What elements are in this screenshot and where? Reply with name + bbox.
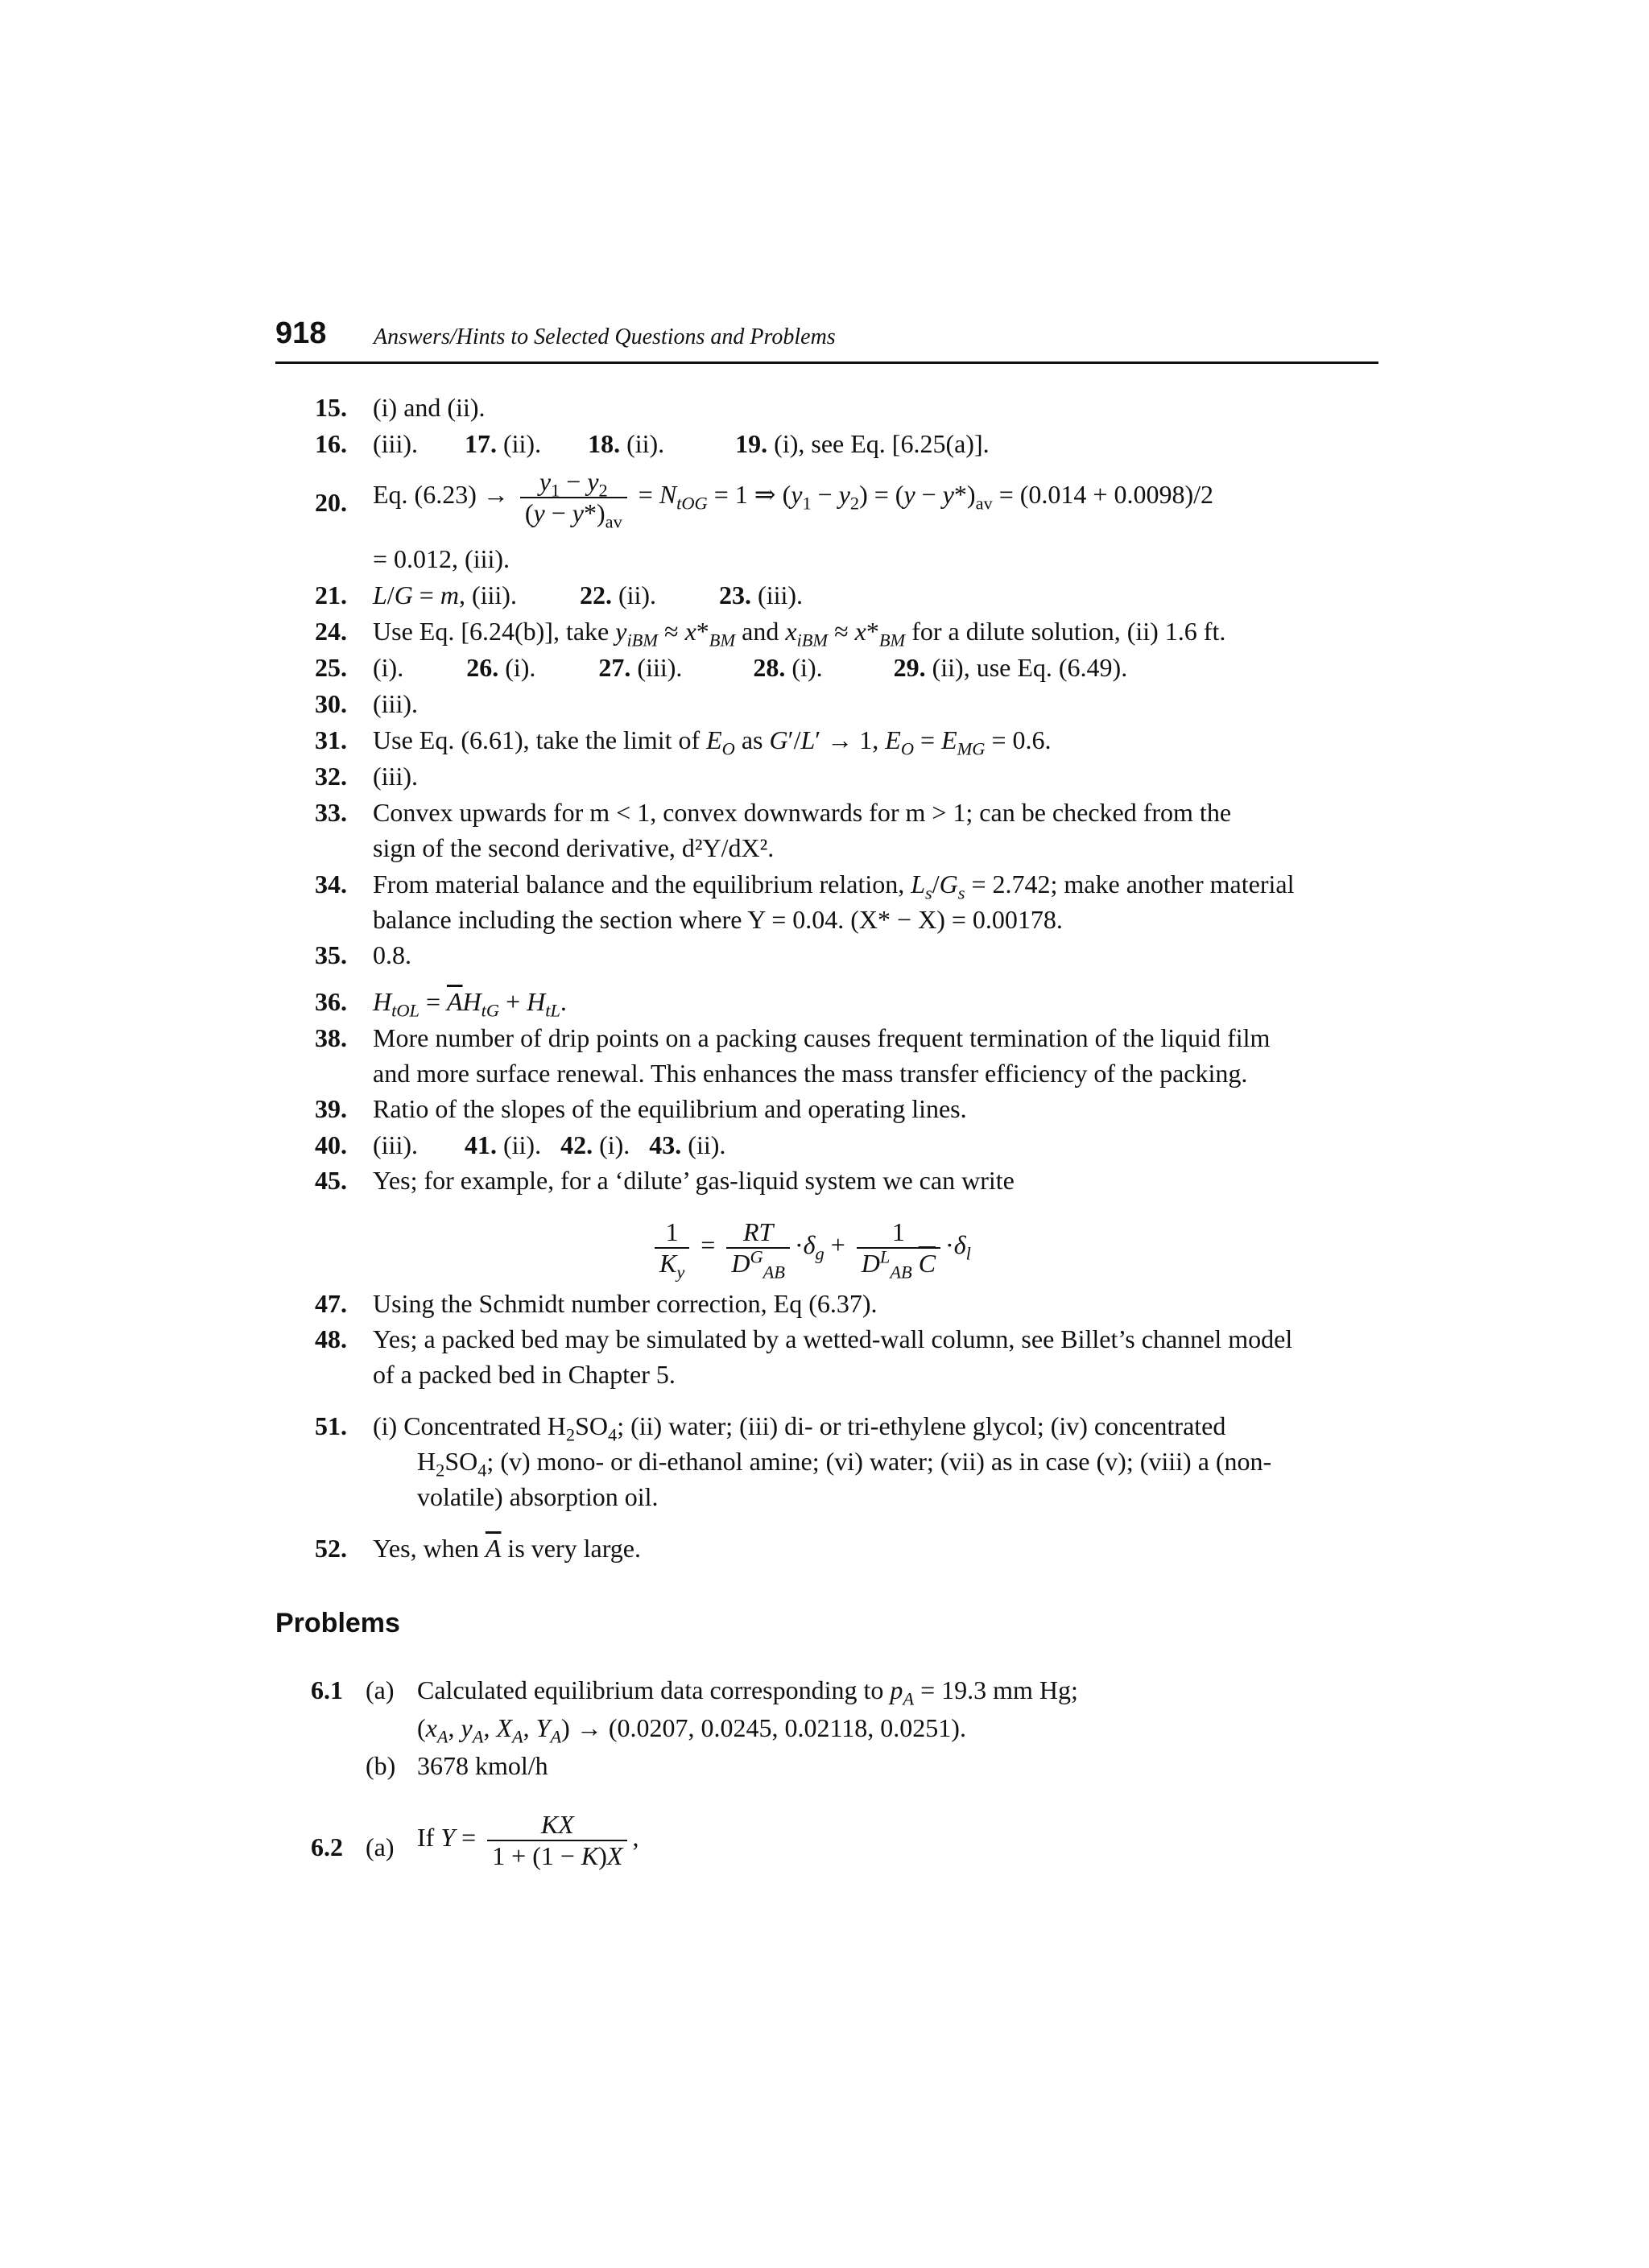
problems-heading: Problems — [275, 1608, 400, 1638]
page-number: 918 — [275, 316, 327, 350]
problems-list: 6.1 (a) Calculated equilibrium data corresponding to $p_A = 19.3$ mm Hg; ($x_A$, $y_A$, $X_A$, $Y_A) \to (0.0207$, 0.0245, 0.02118, 0.0251). (b) 3678 kmol/h 6.2 (a) If Y = $\frac{KX}{1 + (1 - K)X}$ , — [311, 1675, 1078, 1870]
fraction-y1-y2: $\frac{y_1 - y_2}{(y - y*)_{av}}$ — [520, 467, 627, 528]
running-title: Answers/Hints to Selected Questions and Problems — [374, 324, 836, 349]
fraction-kx: $\frac{KX}{1 + (1 - K)X}$ — [487, 1810, 627, 1871]
answers-list: 15. (i) and (ii). 16. (iii). 17. (ii). 18. (ii). 19. (i), see Eq. [6.25(a)]. 20. Eq. (6.23) → $\frac{y_1 - y_2}{(y - y*)_{av}}$ = $N_{tOG} = 1$ ⇒ $(y_1 - y_2) = (y - y*)_{av} = (0.014 + 0.0098)/2$ = 0.012, (iii). 21. L/G = m, (iii). 22. (ii). 23. (iii). 24. Use Eq. [6.24(b)], take $y_{iBM} \approx x*_{BM}$ and $x_{iBM} \approx x*_{BM}$ for a dilute solution, (ii) 1.6 ft. 25. (i). 26. (i). 27. (iii). 28. (i). 29. (ii), use Eq. (6.49). 30. (iii). 31. Use Eq. (6.61), take the limit of $E_O$ as G′/L′ → 1, $E_O = E_{MG} = 0.6$. 32. (iii). 33. Convex upwards for m < 1, convex downwards for m > 1; can be checked from the sign of the second derivative, d²Y/dX². 34. From material balance and the equilibrium relation, $L_s/G_s = 2.742$; make another material balance including the section where Y = 0.04. (X* − X) = 0.00178. 35. 0.8. 36. $H_{tOL} = \overline{A}H_{tG} + H_{tL}$. 38. More number of drip points on a packing causes frequent termination of the liquid film and more surface renewal. This enhances the mass transfer efficiency of the packing. 39. Ratio of the slopes of the equilibrium and operating lines. 40. (iii). 41. (ii). 42. (i). 43. (ii). 45. Yes; for example, for a ‘dilute’ gas-liquid system we can write $\frac{1}{K_y}$ = $\frac{RT}{D^G_{AB}}$ $\cdot\delta_g$ + $\frac{1}{D^L_{AB} \overline{C}}$ $\cdot\delta_l$ 47. Using the Schmidt number correction, Eq (6.37). 48. Yes; a packed bed may be simulated by a wetted-wall column, see Billet’s channel model of a packed bed in Chapter 5. 51. (i) Concentrated $H_2SO_4$; (ii) water; (iii) di- or tri-ethylene glycol; (iv) concentrated $H_2SO_4$; (v) mono- or di-ethanol amine; (vi) water; (vii) as in case (v); (viii) a (non- volatile) absorption oil. 52. Yes, when $\overline{A}$ is very large. — [315, 393, 1295, 1563]
equation-1-over-Ky: $\frac{1}{K_y}$ = $\frac{RT}{D^G_{AB}}$ $\cdot\delta_g$ + $\frac{1}{D^L_{AB} \overline{C}}$ $\cdot\delta_l$ — [650, 1217, 971, 1279]
